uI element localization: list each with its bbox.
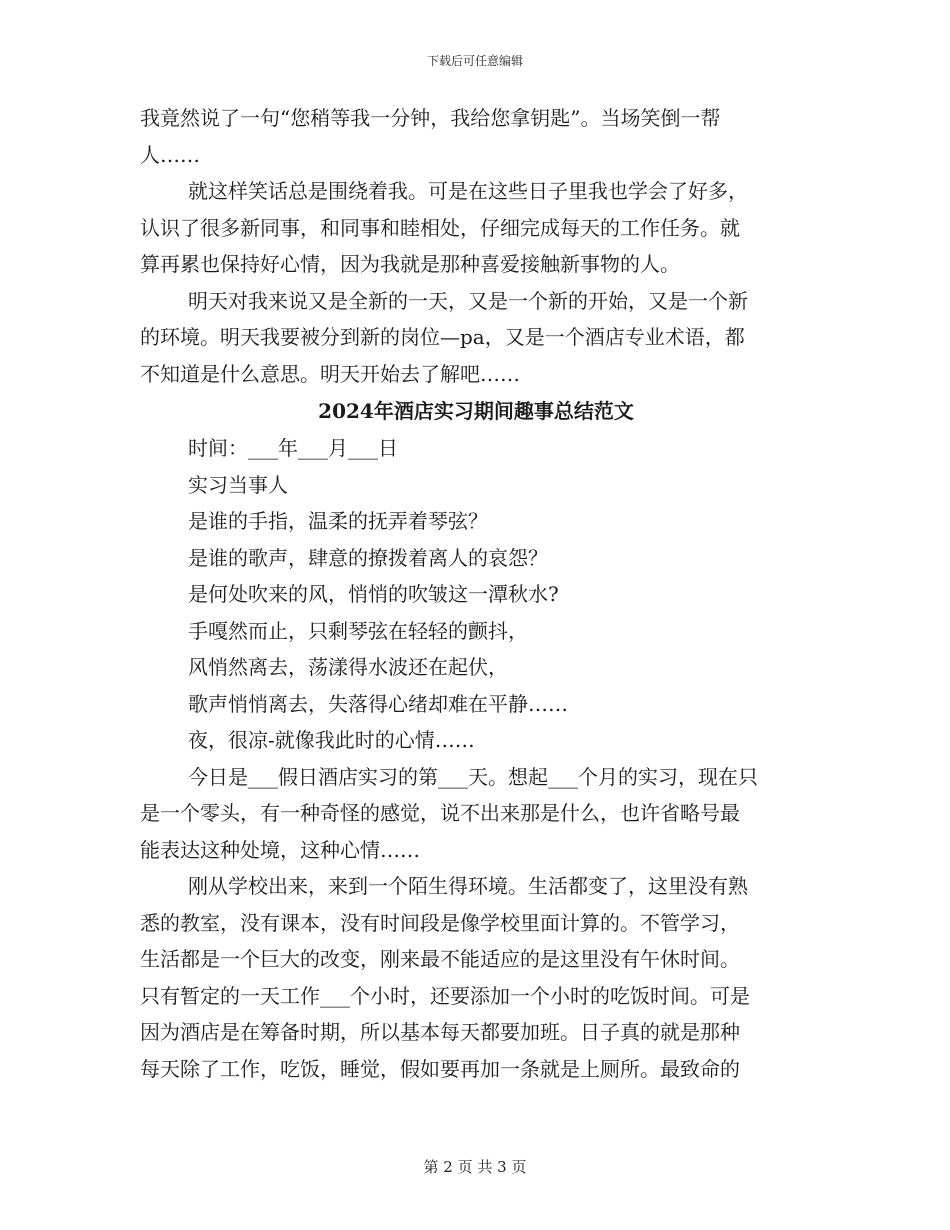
- page-number: 第 2 页 共 3 页: [423, 1158, 527, 1176]
- text-line: 算再累也保持好心情，因为我就是那种喜爱接触新事物的人。: [140, 252, 680, 276]
- text-line: 明天对我来说又是全新的一天，又是一个新的开始，又是一个新: [188, 288, 748, 313]
- text-line: 今日是___假日酒店实习的第___天。想起___个月的实习，现在只: [188, 764, 758, 789]
- text-line: 生活都是一个巨大的改变，刚来最不能适应的是这里没有午休时间。: [140, 947, 740, 971]
- text-line: 风悄然离去，荡漾得水波还在起伏，: [188, 655, 508, 679]
- text-line: 悉的教室，没有课本，没有时间段是像学校里面计算的。不管学习，: [140, 910, 740, 935]
- text-line: 是谁的手指，温柔的抚弄着琴弦？: [188, 509, 488, 533]
- text-line: 人……: [140, 142, 200, 167]
- text-line: 的环境。明天我要被分到新的岗位—pa，又是一个酒店专业术语，都: [140, 325, 745, 349]
- text-line: 是何处吹来的风，悄悄的吹皱这一潭秋水?: [188, 582, 559, 606]
- text-line: 只有暂定的一天工作___个小时，还要添加一个小时的吃饭时间。可是: [140, 983, 750, 1008]
- text-line: 时间：___年___月___日: [188, 436, 398, 460]
- text-line: 就这样笑话总是围绕着我。可是在这些日子里我也学会了好多，: [188, 179, 748, 203]
- text-line: 因为酒店是在筹备时期，所以基本每天都要加班。日子真的就是那种: [140, 1020, 740, 1044]
- text-line: 能表达这种处境，这种心情……: [140, 837, 420, 862]
- text-line: 歌声悄悄离去，失落得心绪却难在平静……: [188, 691, 568, 716]
- text-line: 刚从学校出来，来到一个陌生得环境。生活都变了，这里没有熟: [188, 874, 748, 898]
- text-line: 认识了很多新同事，和同事和睦相处，仔细完成每天的工作任务。就: [140, 215, 740, 240]
- text-line: 我竟然说了一句“您稍等我一分钟，我给您拿钥匙”。当场笑倒一帮: [140, 106, 721, 130]
- text-line: 实习当事人: [188, 472, 288, 497]
- text-line: 夜，很凉-就像我此时的心情……: [188, 728, 475, 752]
- text-line: 每天除了工作，吃饭，睡觉，假如要再加一条就是上厕所。最致命的: [140, 1056, 740, 1081]
- text-line: 不知道是什么意思。明天开始去了解吧……: [140, 361, 520, 386]
- document-body: [140, 100, 812, 1087]
- document-title: 2024年酒店实习期间趣事总结范文: [318, 399, 634, 423]
- page-header: 下载后可任意编辑: [426, 54, 523, 68]
- text-line: 是谁的歌声，肆意的撩拨着离人的哀怨？: [188, 545, 548, 570]
- text-line: 手嘎然而止，只剩琴弦在轻轻的颤抖，: [188, 618, 528, 643]
- text-line: 是一个零头，有一种奇怪的感觉，说不出来那是什么，也许省略号最: [140, 801, 740, 825]
